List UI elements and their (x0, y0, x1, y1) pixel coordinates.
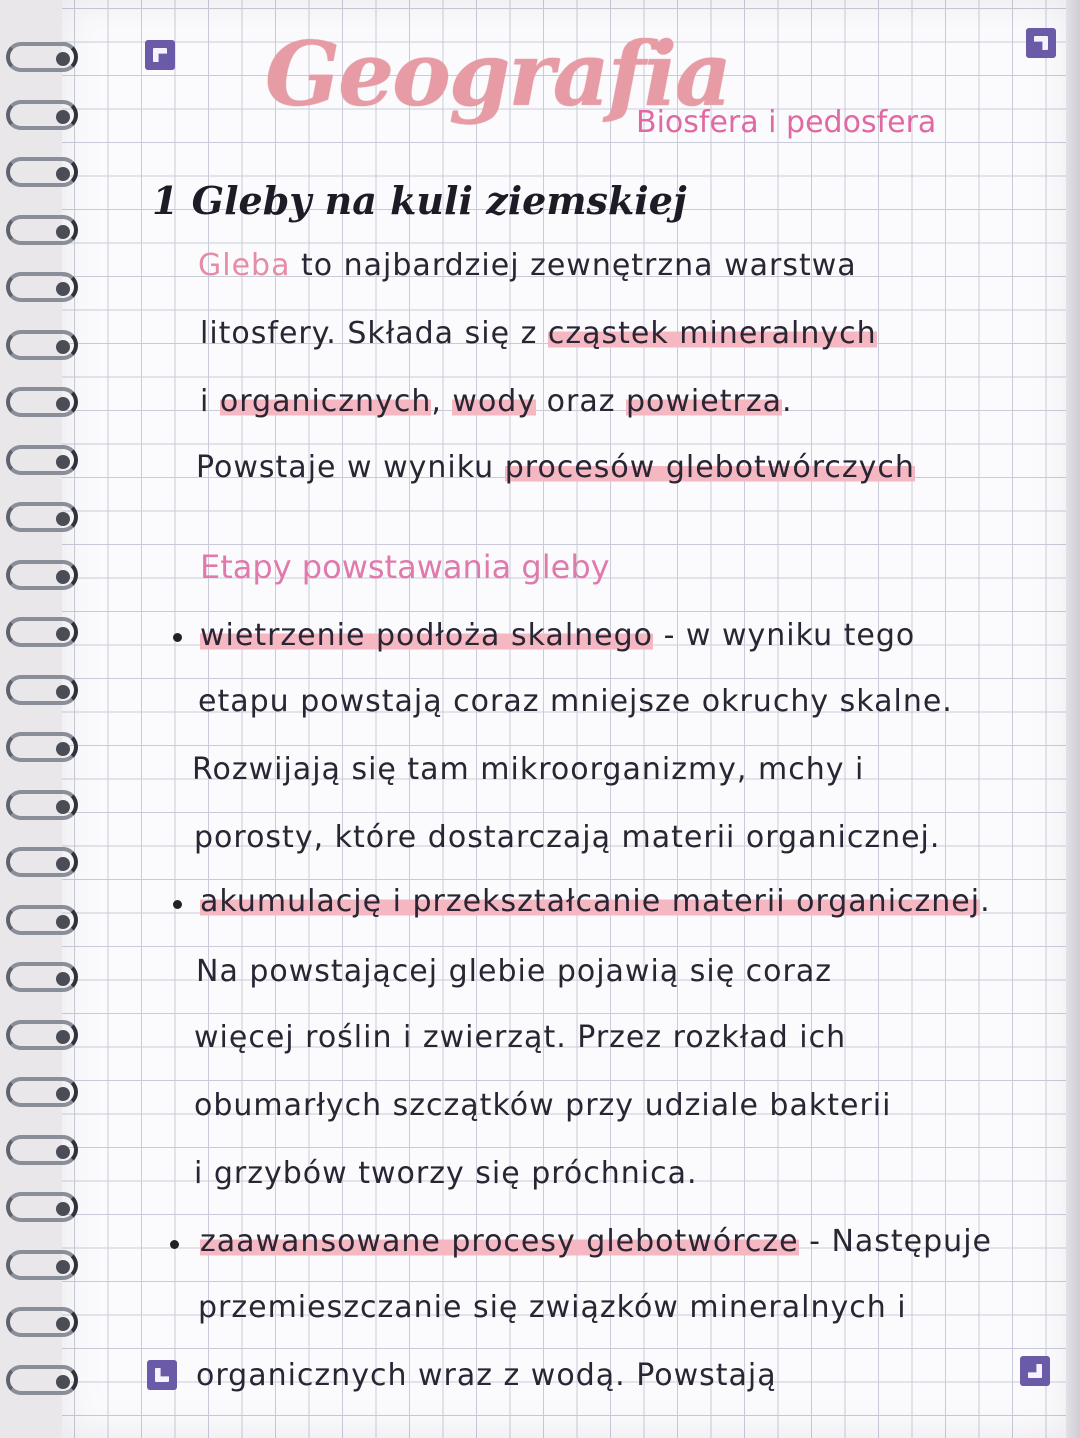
binding-hole (56, 225, 70, 239)
binding-hole (56, 1375, 70, 1389)
binding-hole (56, 1317, 70, 1331)
binding-hole (56, 282, 70, 296)
stage-1-line-2: etapu powstają coraz mniejsze okruchy skalne. (198, 684, 953, 719)
binding-hole (56, 800, 70, 814)
page-title: Geografia (265, 22, 731, 126)
binding-hole (56, 570, 70, 584)
stage-1-line-3: Rozwijają się tam mikroorganizmy, mchy i (192, 752, 865, 787)
spiral-binding (0, 30, 90, 1430)
highlight-procesow: procesów glebotwórczych (504, 450, 915, 485)
stage-2-line-1: akumulację i przekształcanie materii organicznej. (200, 884, 991, 919)
section-heading: 1 Gleby na kuli ziemskiej (152, 178, 687, 223)
binding-hole (56, 972, 70, 986)
stage-1-line-4: porosty, które dostarczają materii organicznej. (194, 820, 941, 855)
stage-3-line-2: przemieszczanie się związków mineralnych i (198, 1290, 907, 1325)
stage-2-line-3: więcej roślin i zwierząt. Przez rozkład ich (194, 1020, 847, 1055)
binding-hole (56, 742, 70, 756)
highlight-akumulacje: akumulację i przekształcanie materii organicznej (200, 884, 981, 919)
highlight-zaawansowane: zaawansowane procesy glebotwórcze (200, 1224, 799, 1259)
binding-hole (56, 1260, 70, 1274)
page-edge (1066, 0, 1080, 1438)
stage-2-line-2: Na powstającej glebie pojawią się coraz (196, 954, 832, 989)
highlight-powietrza: powietrza (626, 384, 782, 419)
binding-hole (56, 915, 70, 929)
term-gleba: Gleba (198, 248, 291, 283)
bullet-3 (170, 1240, 179, 1249)
text-line-2: litosfery. Składa się z cząstek mineralnych (200, 316, 877, 351)
binding-hole (56, 512, 70, 526)
stage-2-line-5: i grzybów tworzy się próchnica. (194, 1156, 698, 1191)
binding-hole (56, 167, 70, 181)
highlight-wody: wody (452, 384, 537, 419)
binding-hole (56, 397, 70, 411)
highlight-wietrzenie: wietrzenie podłoża skalnego (200, 618, 654, 653)
binding-hole (56, 627, 70, 641)
corner-marker-top-right (1026, 28, 1056, 58)
stage-1-line-1: wietrzenie podłoża skalnego - w wyniku tego (200, 618, 916, 653)
corner-marker-bottom-right (1020, 1356, 1050, 1386)
text-line-4: Powstaje w wyniku procesów glebotwórczych (196, 450, 915, 485)
binding-hole (56, 1087, 70, 1101)
binding-hole (56, 857, 70, 871)
binding-hole (56, 340, 70, 354)
text-line-1: Gleba to najbardziej zewnętrzna warstwa (198, 248, 857, 283)
stage-3-line-1: zaawansowane procesy glebotwórcze - Następuje (200, 1224, 992, 1259)
corner-marker-top-left (145, 40, 175, 70)
highlight-organicznych: organicznych (219, 384, 432, 419)
section-title: Etapy powstawania gleby (200, 548, 610, 586)
binding-hole (56, 1030, 70, 1044)
stage-3-line-3: organicznych wraz z wodą. Powstają (196, 1358, 777, 1393)
binding-hole (56, 455, 70, 469)
binding-hole (56, 1202, 70, 1216)
bullet-1 (173, 633, 182, 642)
binding-hole (56, 110, 70, 124)
stage-2-line-4: obumarłych szczątków przy udziale bakterii (194, 1088, 892, 1123)
binding-hole (56, 52, 70, 66)
highlight-czastek: cząstek mineralnych (547, 316, 877, 351)
text-line-3: i organicznych, wody oraz powietrza. (200, 384, 793, 419)
corner-marker-bottom-left (147, 1360, 177, 1390)
binding-hole (56, 685, 70, 699)
bullet-2 (173, 900, 182, 909)
page-subtitle: Biosfera i pedosfera (636, 105, 937, 140)
binding-hole (56, 1145, 70, 1159)
